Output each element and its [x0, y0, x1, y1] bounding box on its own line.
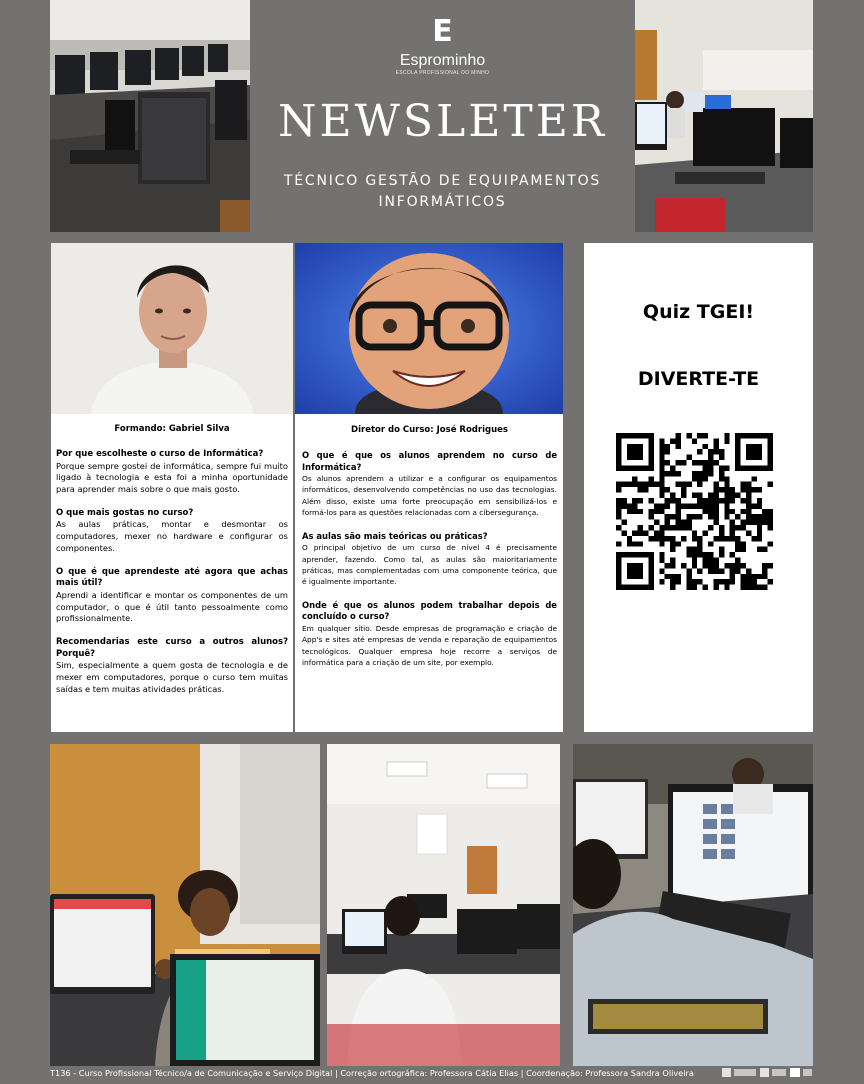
lab-photo-top-left: [50, 0, 250, 232]
quiz-panel: [584, 243, 813, 732]
lab-photo-top-right: [635, 0, 813, 232]
student-question-2: O que mais gostas no curso?: [56, 507, 194, 518]
director-question-1: O que é que os alunos aprendem no curso de Informática?: [302, 450, 557, 472]
subtitle-line-2: INFORMÁTICOS: [378, 194, 507, 210]
student-answer-3: Aprendi a identificar e montar os componentes de um computador, o que é útil tanto pessoalmente como profissionalmente.: [56, 589, 288, 624]
student-answer-2: As aulas práticas, montar e desmontar os computadores, mexer no hardware e configurar os componentes.: [56, 519, 288, 553]
newsletter-subtitle: [250, 171, 635, 213]
logo-name: Esprominho: [399, 52, 486, 69]
newsletter-title: NEWSLETER: [278, 96, 607, 147]
director-cartoon: [295, 243, 563, 414]
director-caption: Diretor do Curso: José Rodrigues: [351, 425, 508, 435]
student-photo: [51, 243, 293, 414]
quiz-qr-code[interactable]: [616, 433, 773, 590]
director-question-2: As aulas são mais teóricas ou práticas?: [302, 530, 488, 541]
subtitle-line-1: TÉCNICO GESTÃO DE EQUIPAMENTOS: [283, 173, 602, 189]
student-interview: [51, 414, 293, 732]
student-answer-1: Porque sempre gostei de informática, sempre fui muito ligado à tecnologia e esta foi a minha oportunidade para aprender mais sobre o que mais gosto.: [56, 460, 288, 495]
quiz-subtitle: DIVERTE-TE: [637, 368, 760, 390]
sponsor-logos: [720, 1066, 814, 1079]
director-question-3: Onde é que os alunos podem trabalhar depois de concluído o curso?: [302, 599, 557, 622]
class-photo-bottom-middle: [327, 744, 560, 1066]
director-interview: [295, 414, 563, 732]
director-answer-3: Em qualquer sítio. Desde empresas de programação e criação de App's e sites até empresas de venda e reparação de equipamentos tecnológicos. Qualquer empresa hoje recorre a serviços de informática para a criação de um site, por exemplo.: [302, 623, 557, 667]
logo-letter: E: [432, 14, 453, 49]
student-question-4: Recomendarias este curso a outros alunos? Porquê?: [56, 637, 288, 659]
class-photo-bottom-left: [50, 744, 320, 1066]
newsletter-header: [250, 0, 635, 222]
quiz-title: Quiz TGEI!: [642, 301, 755, 323]
director-answer-1: Os alunos aprendem a utilizar e a configurar os equipamentos informáticos, desenvolvendo competências no uso das tecnologias. Além disso, existe uma forte preocupação em sensibilizá-los e formá-los para as questões relacionadas com a cibersegurança.: [302, 474, 557, 518]
class-photo-bottom-right: [573, 744, 813, 1066]
student-question-1: Por que escolheste o curso de Informática?: [56, 449, 264, 459]
qr-code-icon: [616, 433, 773, 590]
student-question-3: O que é que aprendeste até agora que achas mais útil?: [56, 566, 288, 589]
footer-credits: T136 - Curso Profissional Técnico/a de Comunicação e Serviço Digital | Correção ortográfica: Professora Cátia Elias | Coordenação: Professora Sandra Oliveira: [50, 1068, 694, 1078]
director-answer-2: O principal objetivo de um curso de nível 4 é precisamente aprender, fazendo. Como tal, as aulas são maioritariamente práticas, mas complementadas com uma componente teórica, que é igualmente importante.: [302, 543, 557, 587]
student-answer-4: Sim, especialmente a quem gosta de tecnologia e de mexer em computadores, porque o curso tem muitas saídas e tem muitas atividades práticas.: [56, 660, 288, 694]
student-caption: Formando: Gabriel Silva: [114, 424, 230, 434]
logo-tagline: ESCOLA PROFISSIONAL DO MINHO: [395, 70, 490, 76]
